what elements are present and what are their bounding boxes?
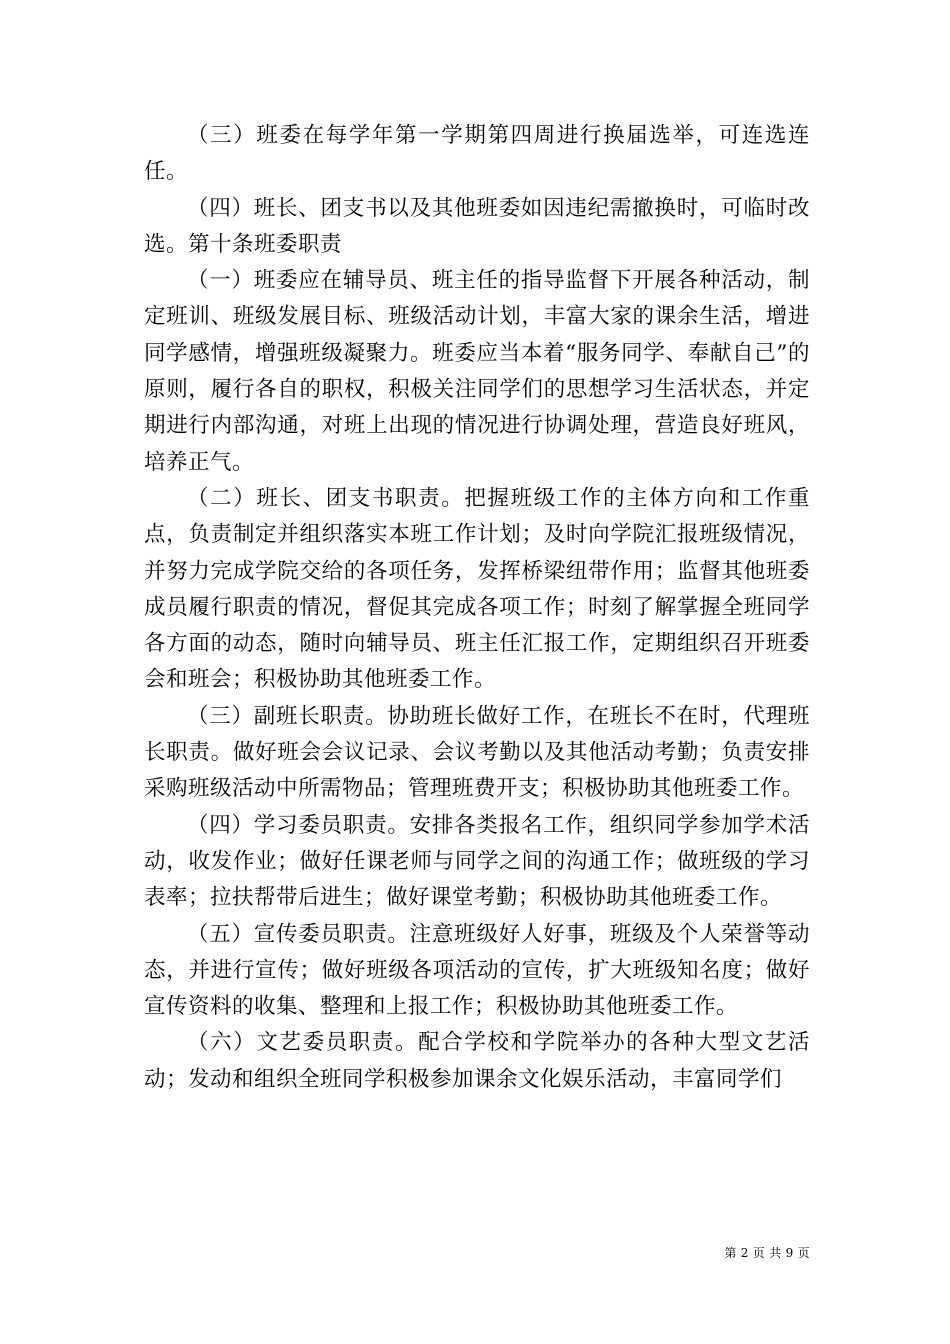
paragraph-committee-general: （一）班委应在辅导员、班主任的指导监督下开展各种活动，制定班训、班级发展目标、班级活动计划，丰富大家的课余生活，增进同学感情，增强班级凝聚力。班委应当本着“服务同学、奉献自己”的原则，履行各自的职权，积极关注同学们的思想学习生活状态，并定期进行内部沟通，对班上出现的情况进行协调处理，营造良好班风，培养正气。 xyxy=(144,268,810,475)
paragraph-publicity-duties: （五）宣传委员职责。注意班级好人好事，班级及个人荣誉等动态，并进行宣传；做好班级各项活动的宣传，扩大班级知名度；做好宣传资料的收集、整理和上报工作；积极协助其他班委工作。 xyxy=(144,921,810,1020)
paragraph-vice-monitor-duties: （三）副班长职责。协助班长做好工作，在班长不在时，代理班长职责。做好班会会议记录、会议考勤以及其他活动考勤；负责安排采购班级活动中所需物品；管理班费开支；积极协助其他班委工作。 xyxy=(144,703,810,802)
page-number-footer: 第 2 页 共 9 页 xyxy=(724,1246,810,1260)
paragraph-replacement: （四）班长、团支书以及其他班委如因违纪需撤换时，可临时改选。第十条班委职责 xyxy=(144,195,810,257)
document-body xyxy=(144,118,810,1098)
paragraph-study-duties: （四）学习委员职责。安排各类报名工作，组织同学参加学术活动，收发作业；做好任课老师与同学之间的沟通工作；做班级的学习表率；拉扶帮带后进生；做好课堂考勤；积极协助其他班委工作。 xyxy=(144,812,810,911)
paragraph-monitor-duties: （二）班长、团支书职责。把握班级工作的主体方向和工作重点，负责制定并组织落实本班工作计划；及时向学院汇报班级情况，并努力完成学院交给的各项任务，发挥桥梁纽带作用；监督其他班委成员履行职责的情况，督促其完成各项工作；时刻了解掌握全班同学各方面的动态，随时向辅导员、班主任汇报工作，定期组织召开班委会和班会；积极协助其他班委工作。 xyxy=(144,485,810,693)
paragraph-election: （三）班委在每学年第一学期第四周进行换届选举，可连选连任。 xyxy=(144,123,810,185)
paragraph-arts-duties: （六）文艺委员职责。配合学校和学院举办的各种大型文艺活动；发动和组织全班同学积极参加课余文化娱乐活动，丰富同学们 xyxy=(144,1030,810,1092)
